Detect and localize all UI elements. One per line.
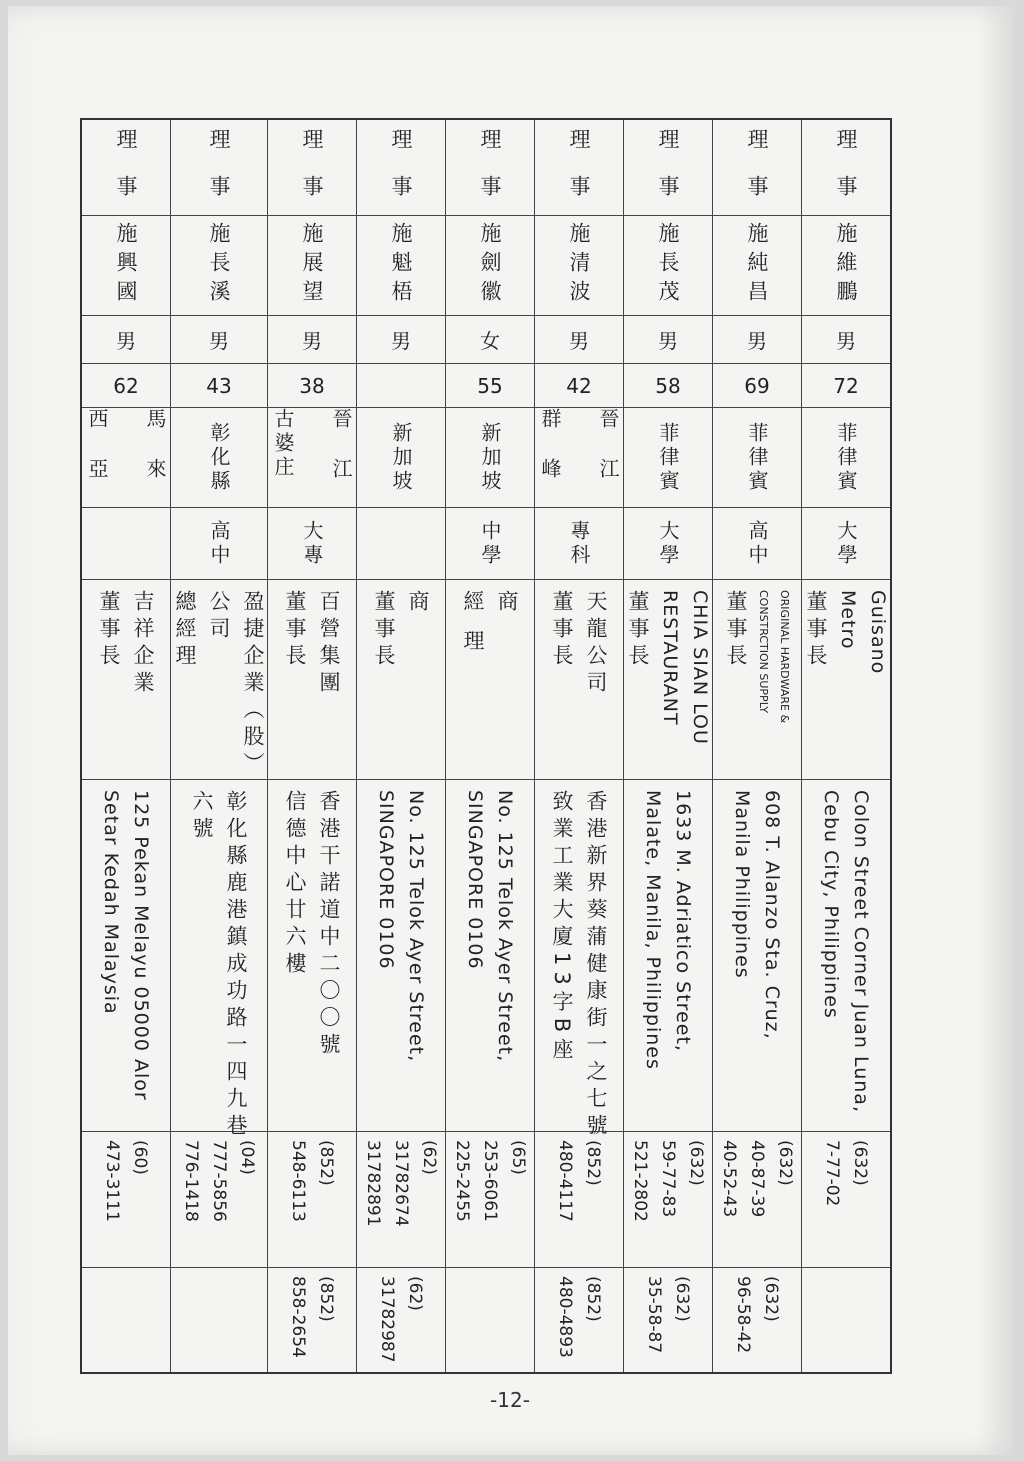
tel2-cell — [446, 1268, 534, 1372]
address-cell — [535, 780, 623, 1141]
cell-text: 彰化縣 — [207, 421, 231, 494]
cell-text: 施清波 — [567, 222, 591, 309]
cell-lines — [370, 590, 432, 671]
cell-lines — [629, 1140, 707, 1222]
tel2-cell — [171, 1268, 267, 1372]
cell-text: Cebu City, Philippines — [820, 790, 842, 1019]
cell-text: 董事長 — [283, 590, 307, 671]
member-column — [82, 120, 170, 1372]
cell-text: 高中 — [745, 519, 769, 568]
job-cell — [268, 580, 356, 780]
cell-text: No. 125 Telok Ayer Street, — [494, 790, 516, 1063]
cell-text: 董事長 — [372, 590, 396, 671]
cell-text: (632) — [775, 1140, 795, 1186]
role-text: 理事 — [389, 128, 413, 222]
cell-text: 盈捷企業（股） — [241, 590, 265, 779]
cell-text: (632) — [672, 1276, 692, 1322]
cell-text: CONSTRCTION SUPPLY — [757, 590, 770, 714]
role-text: 理事 — [300, 128, 324, 222]
role-cell — [82, 120, 170, 222]
tel1-cell — [171, 1132, 267, 1268]
name-cell — [268, 216, 356, 316]
gender-cell: 男 — [268, 316, 356, 364]
cell-text: 480-4893 — [555, 1276, 575, 1358]
cell-lines — [287, 1276, 337, 1358]
cell-text: 125 Pekan Melayu 05000 Alor — [130, 790, 152, 1101]
cell-text: 古婆庄 — [271, 407, 295, 480]
education-cell — [268, 508, 356, 580]
cell-lines — [287, 1140, 337, 1222]
cell-lines — [722, 590, 792, 723]
cell-text: Colon Street Corner Juan Luna, — [850, 790, 872, 1113]
origin-cell — [268, 408, 356, 508]
member-column — [623, 120, 712, 1372]
age-cell: 62 — [82, 364, 170, 408]
cell-text: 253-6061 — [480, 1140, 500, 1222]
cell-text: 施魁梧 — [389, 222, 413, 309]
cell-text: 35-58-87 — [644, 1276, 664, 1354]
age-cell — [357, 364, 445, 408]
cell-text: 公司 — [207, 590, 231, 644]
cell-text: 六號 — [190, 790, 214, 844]
cell-text: (852) — [316, 1276, 336, 1322]
member-column — [356, 120, 445, 1372]
cell-lines — [451, 1140, 529, 1222]
name-cell — [357, 216, 445, 316]
cell-text: CHIA SIAN LOU — [689, 590, 711, 745]
cell-text: 大學 — [834, 519, 858, 568]
gender-cell: 男 — [713, 316, 801, 364]
page-sheet — [8, 6, 1012, 1455]
cell-text: (632) — [761, 1276, 781, 1322]
cell-text: 施維鵬 — [834, 222, 858, 309]
cell-lines — [362, 1140, 440, 1227]
cell-text: 晉江 — [596, 407, 620, 508]
cell-text: 新加坡 — [478, 421, 502, 494]
cell-text: 96-58-42 — [733, 1276, 753, 1354]
role-text: 理事 — [478, 128, 502, 222]
gender-cell: 女 — [446, 316, 534, 364]
cell-text: 40-87-39 — [747, 1140, 767, 1218]
cell-lines — [101, 1140, 151, 1222]
cell-text: 7-77-02 — [822, 1140, 842, 1207]
cell-text: 施長溪 — [207, 222, 231, 309]
cell-text: 31782674 — [391, 1140, 411, 1227]
cell-text: 大學 — [656, 519, 680, 568]
education-cell — [713, 508, 801, 580]
cell-text: 777-5856 — [209, 1140, 229, 1222]
cell-lines — [281, 590, 343, 698]
tel2-cell — [624, 1268, 712, 1372]
cell-lines — [732, 1276, 782, 1353]
tel1-cell — [624, 1132, 712, 1268]
job-cell — [802, 580, 890, 780]
tel1-cell — [357, 1132, 445, 1268]
cell-text: (632) — [850, 1140, 870, 1186]
cell-text: 大專 — [300, 519, 324, 568]
role-cell — [446, 120, 534, 222]
cell-text: 59-77-83 — [658, 1140, 678, 1218]
job-cell — [624, 580, 712, 780]
education-cell — [535, 508, 623, 580]
name-cell — [535, 216, 623, 316]
role-cell — [357, 120, 445, 222]
cell-text: (852) — [316, 1140, 336, 1186]
cell-text: 225-2455 — [452, 1140, 472, 1222]
gender-cell: 男 — [624, 316, 712, 364]
address-cell — [268, 780, 356, 1132]
role-text: 理事 — [207, 128, 231, 222]
cell-text: 董事長 — [97, 590, 121, 671]
cell-lines — [643, 1276, 693, 1353]
cell-text: 董事長 — [804, 590, 828, 671]
cell-text: 吉祥企業 — [131, 590, 155, 698]
cell-text: 菲律賓 — [834, 421, 858, 494]
member-column — [534, 120, 623, 1372]
cell-text: Guisano — [867, 590, 889, 675]
cell-text: (62) — [419, 1140, 439, 1175]
member-column — [712, 120, 801, 1372]
role-text: 理事 — [567, 128, 591, 222]
age-cell: 38 — [268, 364, 356, 408]
cell-text: 菲律賓 — [656, 421, 680, 494]
member-column — [170, 120, 267, 1372]
age-cell: 55 — [446, 364, 534, 408]
tel1-cell — [82, 1132, 170, 1268]
cell-lines — [188, 790, 250, 1141]
cell-text: 施展望 — [300, 222, 324, 309]
cell-text: 經 理 — [461, 590, 485, 657]
cell-text: 百營集團 — [317, 590, 341, 698]
cell-text: 1633 M. Adriatico Street, — [672, 790, 694, 1052]
cell-lines — [99, 790, 153, 1101]
cell-text: 專科 — [567, 519, 591, 568]
job-cell — [446, 580, 534, 780]
role-text: 理事 — [745, 128, 769, 222]
cell-text: 晉江 — [329, 407, 353, 508]
education-cell — [446, 508, 534, 580]
cell-text: 776-1418 — [181, 1140, 201, 1222]
cell-text: RESTAURANT — [659, 590, 681, 726]
member-column — [267, 120, 356, 1372]
origin-cell — [82, 408, 170, 508]
gender-cell: 男 — [357, 316, 445, 364]
cell-lines — [374, 790, 428, 1062]
cell-text: 馬來 — [143, 407, 167, 508]
cell-text: 521-2802 — [630, 1140, 650, 1222]
age-cell: 42 — [535, 364, 623, 408]
origin-cell — [624, 408, 712, 508]
origin-cell — [802, 408, 890, 508]
age-cell: 43 — [171, 364, 267, 408]
cell-text: (632) — [686, 1140, 706, 1186]
tel2-cell — [535, 1268, 623, 1372]
cell-text: 彰化縣鹿港鎮成功路一四九巷 — [224, 790, 248, 1141]
name-cell — [713, 216, 801, 316]
cell-text: 群峰 — [538, 407, 562, 508]
cell-lines — [624, 590, 712, 745]
gender-cell: 男 — [535, 316, 623, 364]
education-cell — [357, 508, 445, 580]
cell-text: (852) — [583, 1276, 603, 1322]
cell-lines — [554, 1276, 604, 1358]
address-cell — [624, 780, 712, 1132]
origin-lines — [269, 408, 355, 508]
cell-text: 信德中心廿六樓 — [283, 790, 307, 979]
education-cell — [802, 508, 890, 580]
cell-text: 施興國 — [114, 222, 138, 309]
origin-cell — [357, 408, 445, 508]
gender-cell: 男 — [171, 316, 267, 364]
cell-text: 香港新界葵蒲健康街一之七號 — [584, 790, 608, 1141]
cell-text: ORIGINAL HARDWARE & — [778, 590, 791, 724]
address-cell — [357, 780, 445, 1132]
gender-cell: 男 — [82, 316, 170, 364]
origin-cell — [171, 408, 267, 508]
cell-text: 總經理 — [173, 590, 197, 671]
cell-text: 商 — [406, 590, 430, 617]
name-cell — [171, 216, 267, 316]
address-cell — [802, 780, 890, 1132]
cell-text: 608 T. Alanzo Sta. Cruz, — [761, 790, 783, 1040]
cell-lines — [548, 590, 610, 698]
education-cell — [171, 508, 267, 580]
address-cell — [713, 780, 801, 1132]
cell-lines — [376, 1276, 426, 1363]
cell-text: 中學 — [478, 519, 502, 568]
address-cell — [82, 780, 170, 1132]
role-cell — [802, 120, 890, 222]
address-cell — [171, 780, 267, 1141]
cell-text: Malate, Manila, Philippines — [642, 790, 664, 1070]
cell-text: Metro — [837, 590, 859, 650]
cell-text: 施劍徽 — [478, 222, 502, 309]
cell-lines — [718, 1140, 796, 1217]
age-cell: 69 — [713, 364, 801, 408]
cell-text: 商 — [495, 590, 519, 617]
age-cell: 58 — [624, 364, 712, 408]
cell-text: 西亞 — [85, 407, 109, 508]
tel1-cell — [802, 1132, 890, 1268]
cell-text: 施純昌 — [745, 222, 769, 309]
gender-cell: 男 — [802, 316, 890, 364]
cell-text: 天龍公司 — [584, 590, 608, 698]
cell-text: 菲律賓 — [745, 421, 769, 494]
cell-text: 480-4117 — [555, 1140, 575, 1222]
cell-lines — [171, 590, 267, 779]
cell-text: No. 125 Telok Ayer Street, — [405, 790, 427, 1063]
cell-text: Setar Kedah Malaysia — [100, 790, 122, 1015]
cell-lines — [730, 790, 784, 1040]
address-cell — [446, 780, 534, 1132]
name-cell — [446, 216, 534, 316]
page-number: -12- — [490, 1388, 530, 1412]
cell-text: 高中 — [207, 519, 231, 568]
tel2-cell — [82, 1268, 170, 1372]
cell-text: 31782891 — [363, 1140, 383, 1227]
cell-text: 新加坡 — [389, 421, 413, 494]
cell-text: 董事長 — [626, 590, 650, 671]
cell-lines — [641, 790, 695, 1070]
cell-text: (04) — [237, 1140, 257, 1175]
tel2-cell — [268, 1268, 356, 1372]
role-text: 理事 — [114, 128, 138, 222]
role-cell — [535, 120, 623, 222]
name-cell — [624, 216, 712, 316]
cell-text: Manila Philippines — [731, 790, 753, 979]
tel1-cell — [268, 1132, 356, 1268]
role-cell — [268, 120, 356, 222]
cell-text: 473-3111 — [102, 1140, 122, 1222]
role-cell — [171, 120, 267, 222]
cell-lines — [548, 790, 610, 1141]
job-cell — [535, 580, 623, 780]
cell-lines — [459, 590, 521, 657]
name-cell — [82, 216, 170, 316]
tel2-cell — [713, 1268, 801, 1372]
tel2-cell — [357, 1268, 445, 1372]
cell-text: 董事長 — [724, 590, 748, 671]
cell-text: (65) — [508, 1140, 528, 1175]
cell-text: 董事長 — [550, 590, 574, 671]
cell-text: 858-2654 — [288, 1276, 308, 1358]
job-cell — [357, 580, 445, 780]
member-table — [80, 118, 892, 1374]
tel1-cell — [446, 1132, 534, 1268]
cell-text: (62) — [405, 1276, 425, 1311]
education-cell — [82, 508, 170, 580]
role-text: 理事 — [834, 128, 858, 222]
cell-text: SINGAPORE 0106 — [464, 790, 486, 970]
member-column — [445, 120, 534, 1372]
cell-lines — [821, 1140, 871, 1206]
cell-text: 致業工業大廈13字B座 — [550, 790, 574, 1066]
tel1-cell — [713, 1132, 801, 1268]
cell-text: 31782987 — [377, 1276, 397, 1363]
role-text: 理事 — [656, 128, 680, 222]
cell-lines — [554, 1140, 604, 1222]
cell-text: 施長茂 — [656, 222, 680, 309]
tel1-cell — [535, 1132, 623, 1268]
cell-lines — [281, 790, 343, 1060]
education-cell — [624, 508, 712, 580]
job-cell — [713, 580, 801, 780]
origin-lines — [83, 408, 169, 508]
tel2-cell — [802, 1268, 890, 1372]
cell-text: 40-52-43 — [719, 1140, 739, 1218]
cell-text: (852) — [583, 1140, 603, 1186]
cell-lines — [819, 790, 873, 1113]
job-cell — [82, 580, 170, 780]
name-cell — [802, 216, 890, 316]
age-cell: 72 — [802, 364, 890, 408]
cell-lines — [180, 1140, 258, 1222]
cell-lines — [802, 590, 890, 674]
cell-lines — [95, 590, 157, 698]
origin-lines — [536, 408, 622, 508]
origin-cell — [535, 408, 623, 508]
cell-text: (60) — [130, 1140, 150, 1175]
origin-cell — [713, 408, 801, 508]
cell-text: SINGAPORE 0106 — [375, 790, 397, 970]
cell-lines — [463, 790, 517, 1062]
cell-text: 548-6113 — [288, 1140, 308, 1222]
role-cell — [624, 120, 712, 222]
job-cell — [171, 580, 267, 780]
member-column — [801, 120, 890, 1372]
cell-text: 香港干諾道中二〇〇號 — [317, 790, 341, 1060]
origin-cell — [446, 408, 534, 508]
role-cell — [713, 120, 801, 222]
